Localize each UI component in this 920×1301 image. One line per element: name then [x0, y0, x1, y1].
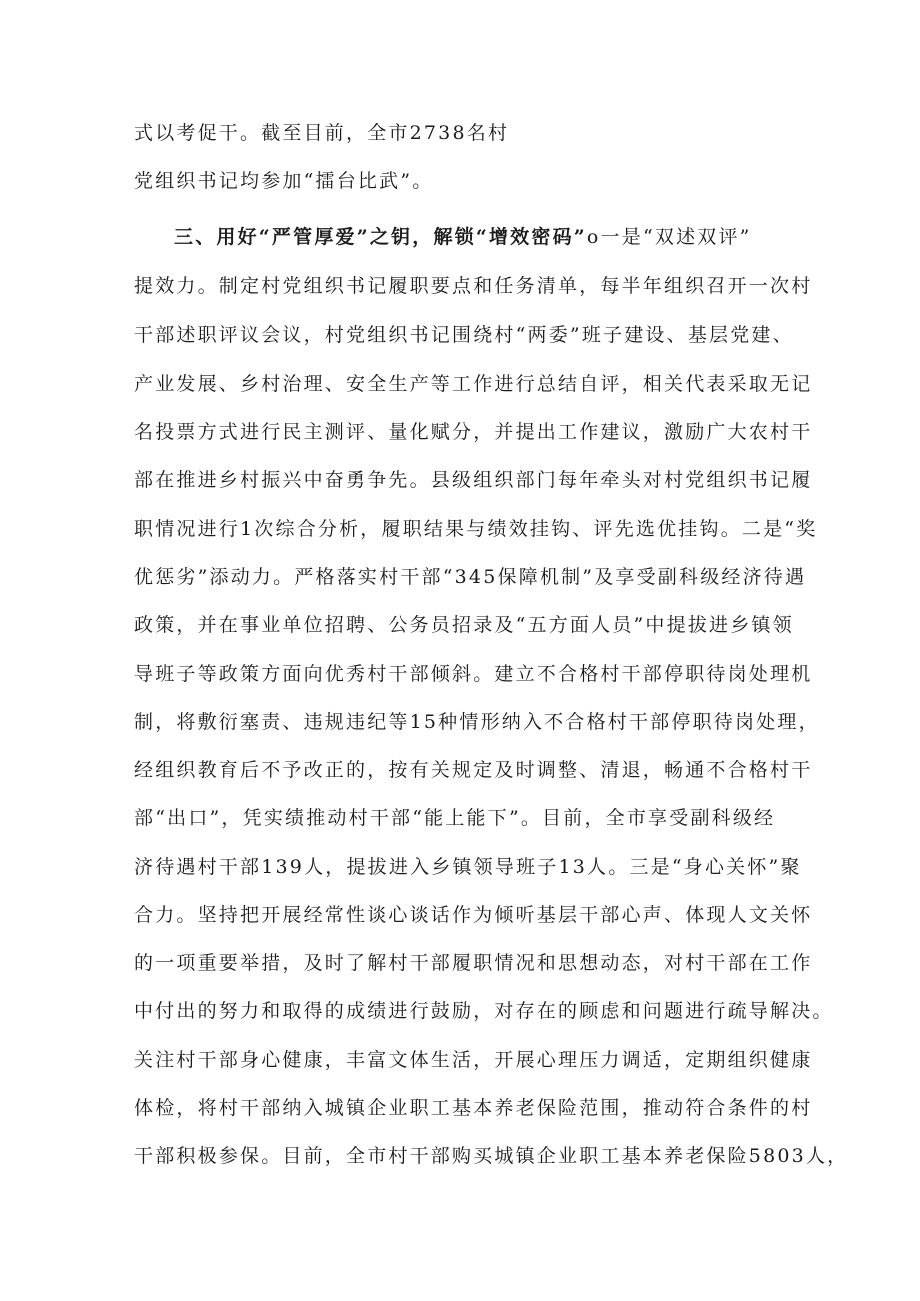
text-line: 名投票方式进行民主测评、量化赋分，并提出工作建议，激励广大农村干 [134, 421, 813, 443]
text-line: 职情况进行1次综合分析，履职结果与绩效挂钩、评先选优挂钩。二是“奖 [134, 518, 818, 540]
text-line: 式以考促干。截至目前，全市2738名村 [134, 122, 510, 144]
text-line: 提效力。制定村党组织书记履职要点和任务清单，每半年组织召开一次村 [134, 275, 813, 297]
text-line: 关注村干部身心健康，丰富文体生活，开展心理压力调适，定期组织健康 [134, 1049, 813, 1071]
text-line: 的一项重要举措，及时了解村干部履职情况和思想动态，对村干部在工作 [134, 952, 813, 974]
text-line: 干部积极参保。目前，全市村干部购买城镇企业职工基本养老保险5803人， [134, 1145, 849, 1167]
text-line: 优惩劣”添动力。严格落实村干部“345保障机制”及享受副科级经济待遇 [134, 566, 807, 588]
section-heading-line [174, 225, 752, 249]
text-line: 导班子等政策方面向优秀村干部倾斜。建立不合格村干部停职待岗处理机 [134, 663, 813, 685]
section-heading: 三、用好“严管厚爱”之钥，解锁“增效密码” [174, 226, 587, 248]
text-line: 产业发展、乡村治理、安全生产等工作进行总结自评，相关代表采取无记 [134, 373, 813, 395]
text-line: 部“出口”，凭实绩推动村干部“能上能下”。目前，全市享受副科级经 [134, 807, 776, 829]
text-line: 部在推进乡村振兴中奋勇争先。县级组织部门每年牵头对村党组织书记履 [134, 469, 813, 491]
heading-continuation: o一是“双述双评” [586, 226, 752, 248]
text-line: 济待遇村干部139人，提拔进入乡镇领导班子13人。三是“身心关怀”聚 [134, 856, 802, 878]
text-line: 中付出的努力和取得的成绩进行鼓励，对存在的顾虑和问题进行疏导解决。 [134, 1000, 834, 1022]
text-line: 干部述职评议会议，村党组织书记围绕村“两委”班子建设、基层党建、 [134, 324, 794, 346]
text-line: 制，将敷衍塞责、违规违纪等15种情形纳入不合格村干部停职待岗处理， [134, 711, 820, 733]
text-line: 经组织教育后不予改正的，按有关规定及时调整、清退，畅通不合格村干 [134, 759, 813, 781]
text-line: 合力。坚持把开展经常性谈心谈话作为倾听基层干部心声、体现人文关怀 [134, 904, 813, 926]
text-line: 体检，将村干部纳入城镇企业职工基本养老保险范围，推动符合条件的村 [134, 1097, 813, 1119]
text-line: 政策，并在事业单位招聘、公务员招录及“五方面人员”中提拔进乡镇领 [134, 614, 794, 636]
text-line: 党组织书记均参加“擂台比武”。 [134, 170, 434, 192]
